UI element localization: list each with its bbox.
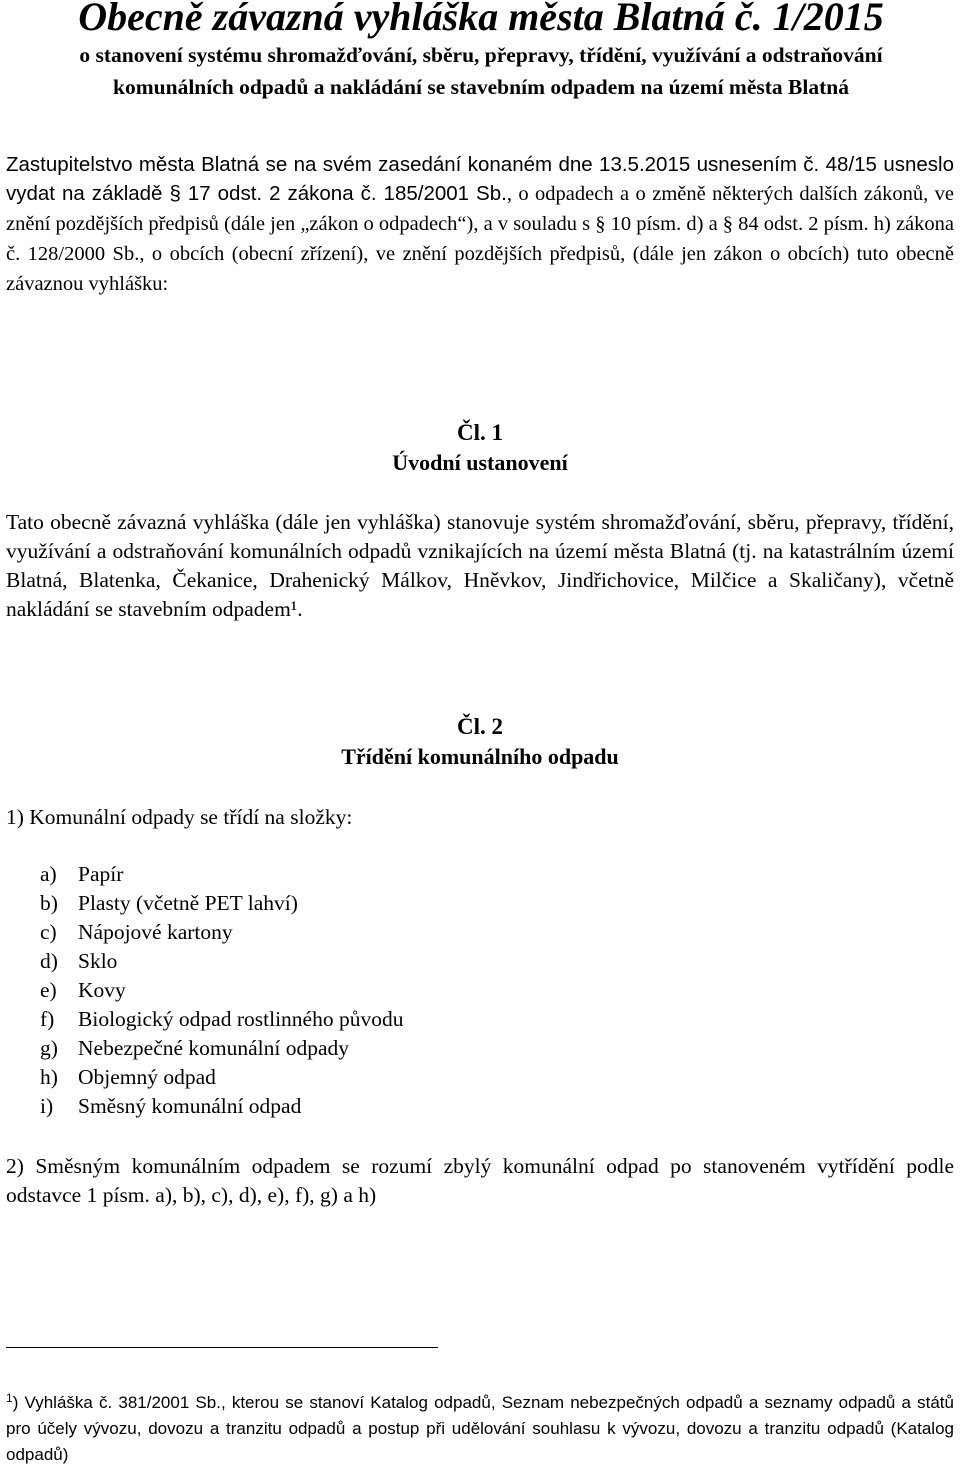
intro-paragraph — [6, 150, 954, 299]
list-item-letter: g) — [40, 1036, 58, 1060]
list-item-letter: d) — [40, 949, 58, 973]
article-2-header — [6, 712, 954, 772]
article-1-header — [6, 418, 954, 478]
list-item — [40, 918, 403, 947]
list-item — [40, 1034, 403, 1063]
subtitle-line-1: o stanovení systému shromažďování, sběru, přepravy, třídění, využívání a odstraňování — [79, 43, 883, 67]
list-item — [40, 1092, 403, 1121]
intro-text-part-1: Zastupitelstvo města Blatná se na svém zasedání konaném dne 13.5.2015 usnesením č. 48/15 usneslo vydat na základě § 17 odst. 2 zákona č. 185/2001 Sb. — [6, 153, 954, 205]
list-item-text: Plasty (včetně PET lahví) — [78, 891, 298, 915]
footnote-mark-suffix: ) — [12, 1393, 19, 1412]
footnote-text: Vyhláška č. 381/2001 Sb., kterou se stanoví Katalog odpadů, Seznam nebezpečných odpadů a seznamy odpadů a států pro účely vývozu, dovozu a tranzitu odpadů a postup při udělování souhlasu k vývozu, dovozu a tranzitu odpadů (Katalog odpadů) — [6, 1393, 954, 1464]
list-item — [40, 1005, 403, 1034]
list-item — [40, 889, 403, 918]
article-1-text: Tato obecně závazná vyhláška (dále jen vyhláška) stanovuje systém shromažďování, sběru, přepravy, třídění, využívání a odstraňování komunálních odpadů vznikajících na území města Blatná (tj. na katastrálním území Blatná, Blatenka, Čekanice, Drahenický Málkov, Hněvkov, Jindřichovice, Milčice a Skaličany), včetně nakládání se stavebním odpadem¹. — [6, 510, 954, 621]
list-item-text: Sklo — [78, 949, 118, 973]
intro-text-part-3: , o obcích (obecní zřízení), ve znění pozdějších předpisů, (dále jen zákon o obcích) tuto obecně závaznou vyhlášku: — [6, 243, 954, 295]
list-item-text: Směsný komunální odpad — [78, 1094, 302, 1118]
list-item-letter: a) — [40, 862, 57, 886]
subtitle-line-2: komunálních odpadů a nakládání se stavebním odpadem na území města Blatná — [113, 75, 849, 99]
list-item-text: Objemný odpad — [78, 1065, 216, 1089]
article-2-point-2: 2) Směsným komunálním odpadem se rozumí zbylý komunální odpad po stanoveném vytřídění podle odstavce 1 písm. a), b), c), d), e), f), g) a h) — [6, 1154, 954, 1207]
list-item — [40, 860, 403, 889]
article-2-heading: Třídění komunálního odpadu — [341, 744, 619, 769]
article-2-number: Čl. 2 — [457, 714, 503, 739]
article-1-number: Čl. 1 — [457, 420, 503, 445]
document-subtitle — [6, 39, 956, 103]
list-item — [40, 947, 403, 976]
list-item-text: Papír — [78, 862, 124, 886]
list-item-letter: b) — [40, 891, 58, 915]
document-title: Obecně závazná vyhláška města Blatná č. 1/2015 — [78, 0, 884, 39]
list-item-letter: h) — [40, 1065, 58, 1089]
list-item — [40, 1063, 403, 1092]
list-item-text: Nápojové kartony — [78, 920, 233, 944]
article-1-heading: Úvodní ustanovení — [392, 450, 568, 475]
article-2-point-1: 1) Komunální odpady se třídí na složky: — [6, 805, 353, 829]
list-item-letter: f) — [40, 1007, 55, 1031]
list-item-letter: c) — [40, 920, 57, 944]
waste-components-list — [40, 860, 403, 1121]
list-item-text: Biologický odpad rostlinného původu — [78, 1007, 404, 1031]
list-item-letter: i) — [40, 1094, 54, 1118]
list-item-text: Nebezpečné komunální odpady — [78, 1036, 350, 1060]
intro-text-part-2: , o odpadech a o změně některých dalších zákonů, ve znění pozdějších předpisů (dále jen „zákon o odpadech“), a v souladu s § 10 písm. d) a § 84 odst. 2 písm. h) zákona č. 128/2000 Sb. — [6, 183, 954, 265]
list-item-letter: e) — [40, 978, 57, 1002]
footnote-separator — [6, 1347, 438, 1348]
footnote — [6, 1385, 954, 1468]
list-item — [40, 976, 403, 1005]
footnote-mark: 1 — [6, 1391, 13, 1405]
list-item-text: Kovy — [78, 978, 126, 1002]
